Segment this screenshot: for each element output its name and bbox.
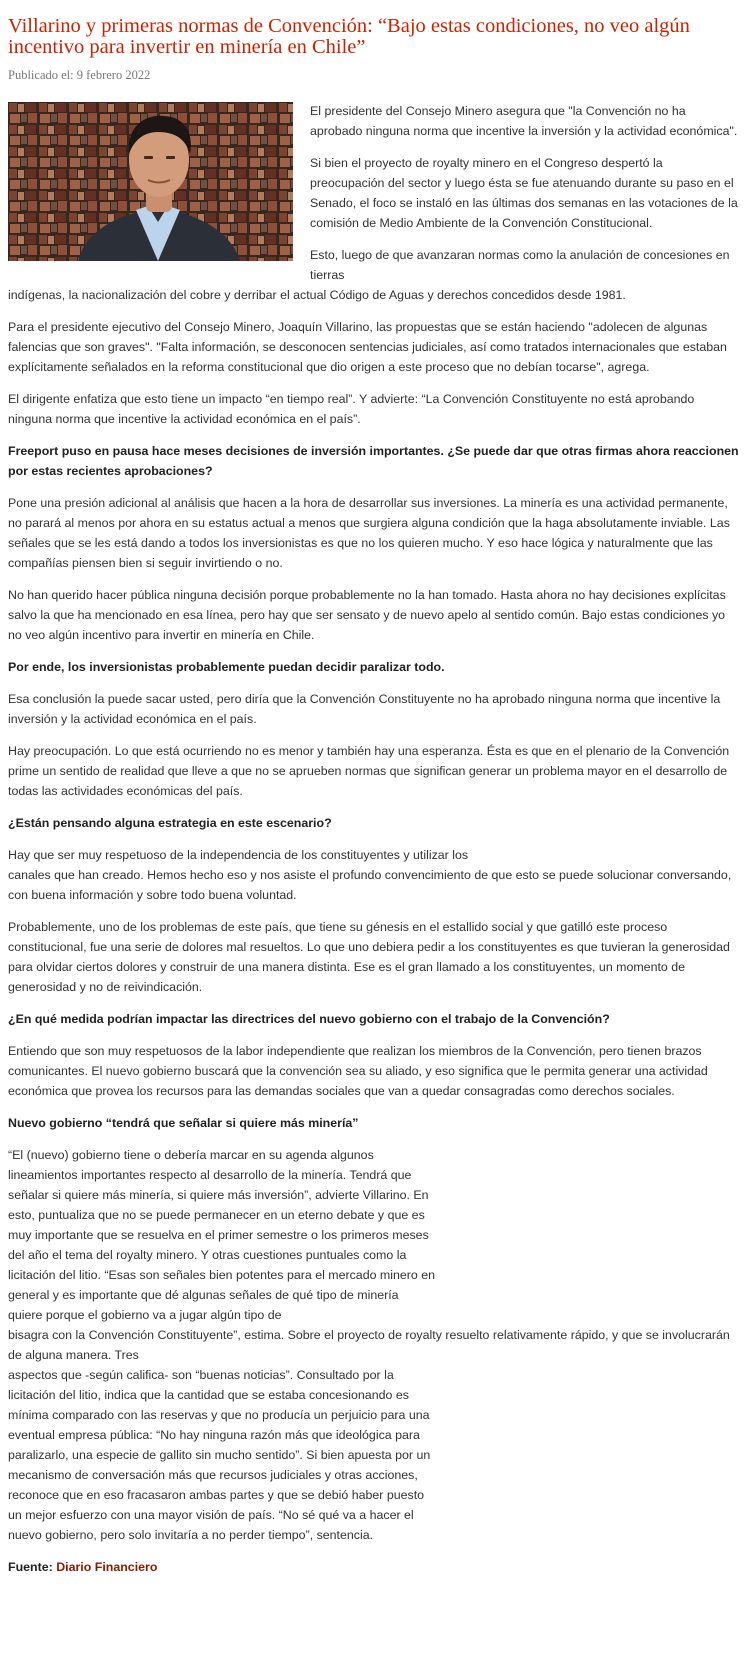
paragraph: bisagra con la Convención Constituyente”, estima. Sobre el proyecto de royalty resuelto relativamente rápido, y que se involucrarán de alguna manera. Tres	[8, 1328, 730, 1362]
paragraph: “El (nuevo) gobierno tiene o debería marcar en su agenda algunos lineamientos importantes respecto al desarrollo de la minería. Tendrá que señalar si quiere más minería, si quiere más inversión”, advierte Villarino. En esto, puntualiza que no se puede permanecer en un eterno debate y que es muy importante que se resuelva en el primer semestre o los primeros meses del año el tema del royalty minero. Y otras cuestiones puntuales como la licitación del litio. “Esas son señales bien potentes para el mercado minero en general y es importante que dé algunas señales de qué tipo de minería quiere porque el gobierno va a jugar algún tipo de	[8, 1148, 436, 1322]
portrait-image	[8, 102, 293, 261]
paragraph: Esa conclusión la puede sacar usted, pero diría que la Convención Constituyente no ha aprobado ninguna norma que incentive la inversión y la actividad económica en el país.	[8, 692, 721, 726]
paragraph: El presidente del Consejo Minero asegura que "la Convención no ha aprobado ninguna norma que incentive la inversión y la actividad económica".	[310, 104, 738, 138]
paragraph: El dirigente enfatiza que esto tiene un impacto “en tiempo real”. Y advierte: “La Convención Constituyente no está aprobando ninguna norma que incentive la actividad económica en el país”.	[8, 392, 695, 426]
paragraph: Esto, luego de que avanzaran normas como la anulación de concesiones en tierras	[310, 248, 730, 282]
interview-question: ¿Están pensando alguna estrategia en este escenario?	[8, 816, 332, 830]
paragraph: No han querido hacer pública ninguna decisión porque probablemente no la han tomado. Hasta ahora no hay decisiones explícitas salvo la que ha mencionado en esa línea, pero hay que ser sensato y de nuevo apelo al sentido común. Bajo estas condiciones yo no veo algún incentivo para invertir en minería en Chile.	[8, 588, 726, 642]
paragraph: Hay preocupación. Lo que está ocurriendo no es menor y también hay una esperanza. Ésta es que en el plenario de la Convención prime un sentido de realidad que lleve a que no se aprueben normas que significan generar un problema mayor en el desarrollo de todas las actividades económicas del país.	[8, 744, 730, 798]
paragraph: Entiendo que son muy respetuosos de la labor independiente que realizan los miembros de la Convención, pero tienen brazos comunicantes. El nuevo gobierno buscará que la convención sea su aliado, y eso significa que le permita generar una actividad económica que provea los recursos para las demandas sociales que van a quedar consagradas como derechos sociales.	[8, 1044, 708, 1098]
section-heading: Nuevo gobierno “tendrá que señalar si quiere más minería”	[8, 1116, 359, 1130]
source-label: Fuente:	[8, 1560, 53, 1574]
paragraph: aspectos que -según califica- son “buenas noticias”. Consultado por la licitación del litio, indica que la cantidad que se estaba concesionando es mínima comparado con las reservas y que no producía un perjuicio para una eventual empresa pública: “No hay ninguna razón más que ideológica para paralizarlo, una especie de gallito sin mucho sentido”. Si bien apuesta por un mecanismo de conversación más que recursos judiciales y otras acciones, reconoce que en eso fracasaron ambas partes y que se debió haber puesto un mejor esfuerzo con una mayor visión de país. “No sé qué va a hacer el nuevo gobierno, pero solo invitaría a no perder tiempo”, sentencia.	[8, 1368, 431, 1542]
source-link[interactable]: Diario Financiero	[56, 1560, 158, 1574]
interview-question: Freeport puso en pausa hace meses decisiones de inversión importantes. ¿Se puede dar que otras firmas ahora reaccionen por estas recientes aprobaciones?	[8, 444, 739, 478]
paragraph: Hay que ser muy respetuoso de la independencia de los constituyentes y utilizar los	[8, 848, 469, 862]
paragraph: canales que han creado. Hemos hecho eso y nos asiste el profundo convencimiento de que esto se puede solucionar conversando, con buena información y sobre todo buena voluntad.	[8, 868, 732, 902]
paragraph: indígenas, la nacionalización del cobre y derribar el actual Código de Aguas y derechos concedidos desde 1981.	[8, 288, 626, 302]
interview-question: Por ende, los inversionistas probablemente puedan decidir paralizar todo.	[8, 660, 445, 674]
interview-question: ¿En qué medida podrían impactar las directrices del nuevo gobierno con el trabajo de la Convención?	[8, 1012, 610, 1026]
paragraph: Si bien el proyecto de royalty minero en el Congreso despertó la preocupación del sector y luego ésta se fue atenuando durante su paso en el Senado, el foco se instaló en las últimas dos semanas en las votaciones de la comisión de Medio Ambiente de la Convención Constitucional.	[310, 156, 738, 230]
article-photo	[8, 102, 293, 261]
source-line	[8, 1557, 740, 1577]
paragraph: Pone una presión adicional al análisis que hacen a la hora de desarrollar sus inversiones. La minería es una actividad permanente, no parará al menos por ahora en su estatus actual a menos que surgiera alguna condición que la haga absolutamente inviable. Las señales que se les está dando a todos los inversionistas es que no los quieren mucho. Y eso hace lógica y naturalmente que las compañías piensen bien si seguir invirtiendo o no.	[8, 496, 730, 570]
paragraph: Para el presidente ejecutivo del Consejo Minero, Joaquín Villarino, las propuestas que se están haciendo "adolecen de algunas falencias que son graves". "Falta información, se desconocen sentencias judiciales, así como tratados internacionales que estaban explícitamente señalados en la reforma constitucional que dio origen a este proceso que no debían tocarse", agrega.	[8, 320, 727, 374]
article-title: Villarino y primeras normas de Convención: “Bajo estas condiciones, no veo algún incentivo para invertir en minería en Chile”	[8, 15, 690, 58]
article-body	[8, 101, 740, 1577]
publish-date: Publicado el: 9 febrero 2022	[8, 68, 151, 82]
paragraph: Probablemente, uno de los problemas de este país, que tiene su génesis en el estallido social y que gatilló este proceso constitucional, fue una serie de dolores mal resueltos. Lo que uno debiera pedir a los constituyentes es que tuvieran la generosidad para olvidar ciertos dolores y construir de una manera distinta. Ese es el gran llamado a los constituyentes, un momento de generosidad y no de reivindicación.	[8, 920, 730, 994]
